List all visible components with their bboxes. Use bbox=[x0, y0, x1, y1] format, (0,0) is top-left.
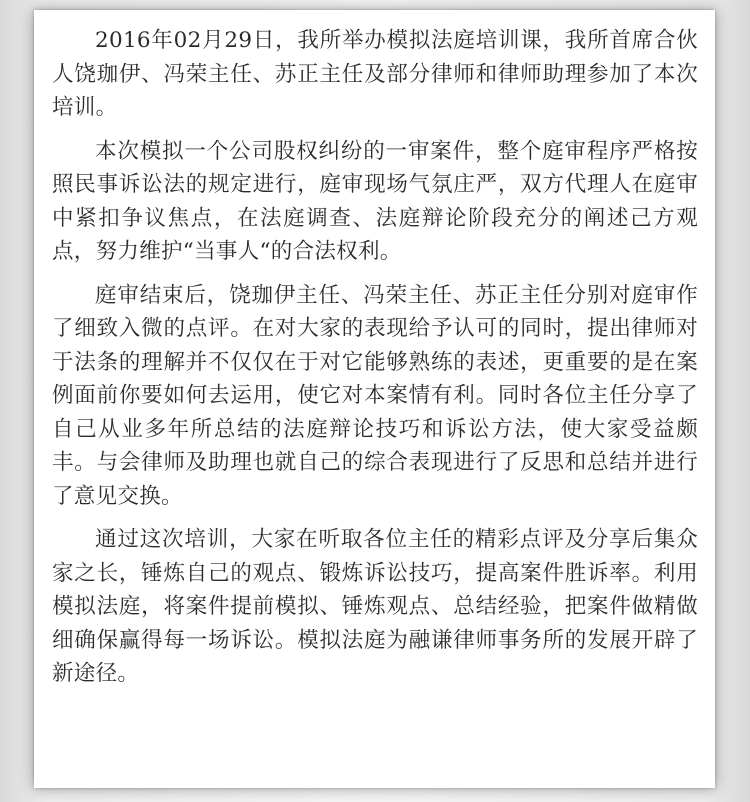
paragraph-4: 通过这次培训，大家在听取各位主任的精彩点评及分享后集众家之长，锤炼自己的观点、锻炼诉讼技巧，提高案件胜诉率。利用模拟法庭，将案件提前模拟、锤炼观点、总结经验，把案件做精做细确保赢得每一场诉讼。模拟法庭为融谦律师事务所的发展开辟了新途径。 bbox=[52, 527, 698, 686]
article-card bbox=[34, 10, 715, 788]
paragraph-2: 本次模拟一个公司股权纠纷的一审案件，整个庭审程序严格按照民事诉讼法的规定进行，庭审现场气氛庄严，双方代理人在庭审中紧扣争议焦点，在法庭调查、法庭辩论阶段充分的阐述己方观点，努力维护“当事人“的合法权利。 bbox=[52, 138, 698, 264]
article-body bbox=[52, 24, 698, 691]
paragraph-3: 庭审结束后，饶珈伊主任、冯荣主任、苏正主任分别对庭审作了细致入微的点评。在对大家的表现给予认可的同时，提出律师对于法条的理解并不仅仅在于对它能够熟练的表述，更重要的是在案例面前你要如何去运用，使它对本案情有利。同时各位主任分享了自己从业多年所总结的法庭辩论技巧和诉讼方法，使大家受益颇丰。与会律师及助理也就自己的综合表现进行了反思和总结并进行了意见交换。 bbox=[52, 282, 698, 509]
paragraph-1: 2016年02月29日，我所举办模拟法庭培训课，我所首席合伙人饶珈伊、冯荣主任、苏正主任及部分律师和律师助理参加了本次培训。 bbox=[52, 28, 698, 120]
